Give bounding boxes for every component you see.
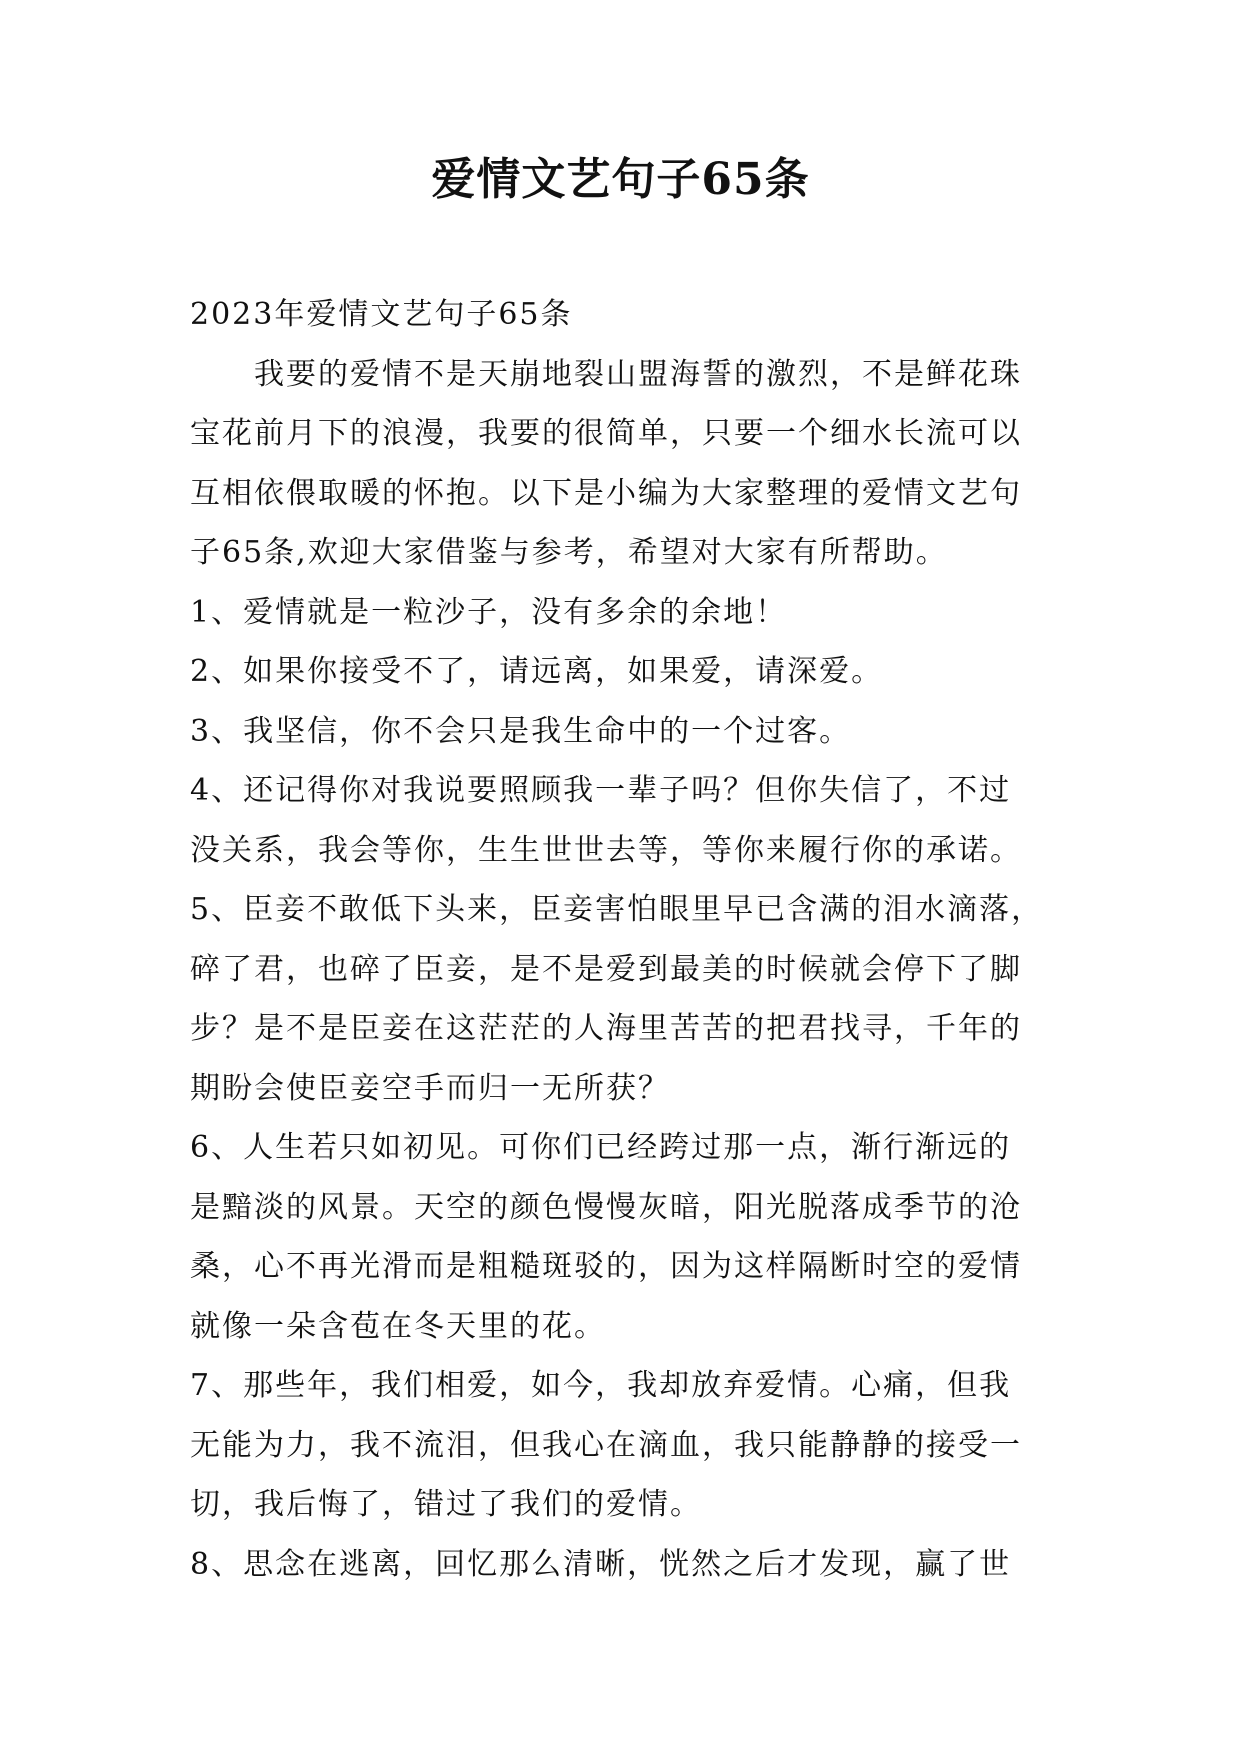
item-line: 碎了君，也碎了臣妾，是不是爱到最美的时候就会停下了脚 xyxy=(190,951,1022,987)
item-line: 6、人生若只如初见。可你们已经跨过那一点，渐行渐远的 xyxy=(190,1130,1012,1165)
item-line: 5、臣妾不敢低下头来，臣妾害怕眼里早已含满的泪水滴落， xyxy=(190,892,1044,927)
item-line: 4、还记得你对我说要照顾我一辈子吗？但你失信了，不过 xyxy=(190,773,1012,808)
item-line: 7、那些年，我们相爱，如今，我却放弃爱情。心痛，但我 xyxy=(190,1368,1012,1403)
item-line: 没关系，我会等你，生生世世去等，等你来履行你的承诺。 xyxy=(190,832,1022,868)
item-line: 1、爱情就是一粒沙子，没有多余的余地！ xyxy=(190,594,788,630)
subtitle-line: 2023年爱情文艺句子65条 xyxy=(190,297,573,332)
item-line: 3、我坚信，你不会只是我生命中的一个过客。 xyxy=(190,713,852,749)
item-line: 8、思念在逃离，回忆那么清晰，恍然之后才发现，赢了世 xyxy=(190,1546,1012,1582)
document-body xyxy=(190,285,1070,1594)
intro-line: 子65条,欢迎大家借鉴与参考，希望对大家有所帮助。 xyxy=(190,535,948,570)
item-line: 无能为力，我不流泪，但我心在滴血，我只能静静的接受一 xyxy=(190,1427,1022,1463)
item-line: 桑，心不再光滑而是粗糙斑驳的，因为这样隔断时空的爱情 xyxy=(190,1249,1022,1284)
item-line: 就像一朵含苞在冬天里的花。 xyxy=(190,1308,606,1344)
document-title: 爱情文艺句子65条 xyxy=(431,154,810,205)
intro-line: 我要的爱情不是天崩地裂山盟海誓的激烈，不是鲜花珠 xyxy=(254,356,1022,392)
item-line: 步？是不是臣妾在这茫茫的人海里苦苦的把君找寻，千年的 xyxy=(190,1011,1022,1046)
item-line: 期盼会使臣妾空手而归一无所获？ xyxy=(190,1070,670,1106)
item-line: 2、如果你接受不了，请远离，如果爱，请深爱。 xyxy=(190,654,884,689)
intro-line: 互相依偎取暖的怀抱。以下是小编为大家整理的爱情文艺句 xyxy=(190,475,1022,511)
item-line: 是黯淡的风景。天空的颜色慢慢灰暗，阳光脱落成季节的沧 xyxy=(190,1189,1022,1225)
intro-line: 宝花前月下的浪漫，我要的很简单，只要一个细水长流可以 xyxy=(190,416,1022,451)
item-line: 切，我后悔了，错过了我们的爱情。 xyxy=(190,1487,702,1522)
